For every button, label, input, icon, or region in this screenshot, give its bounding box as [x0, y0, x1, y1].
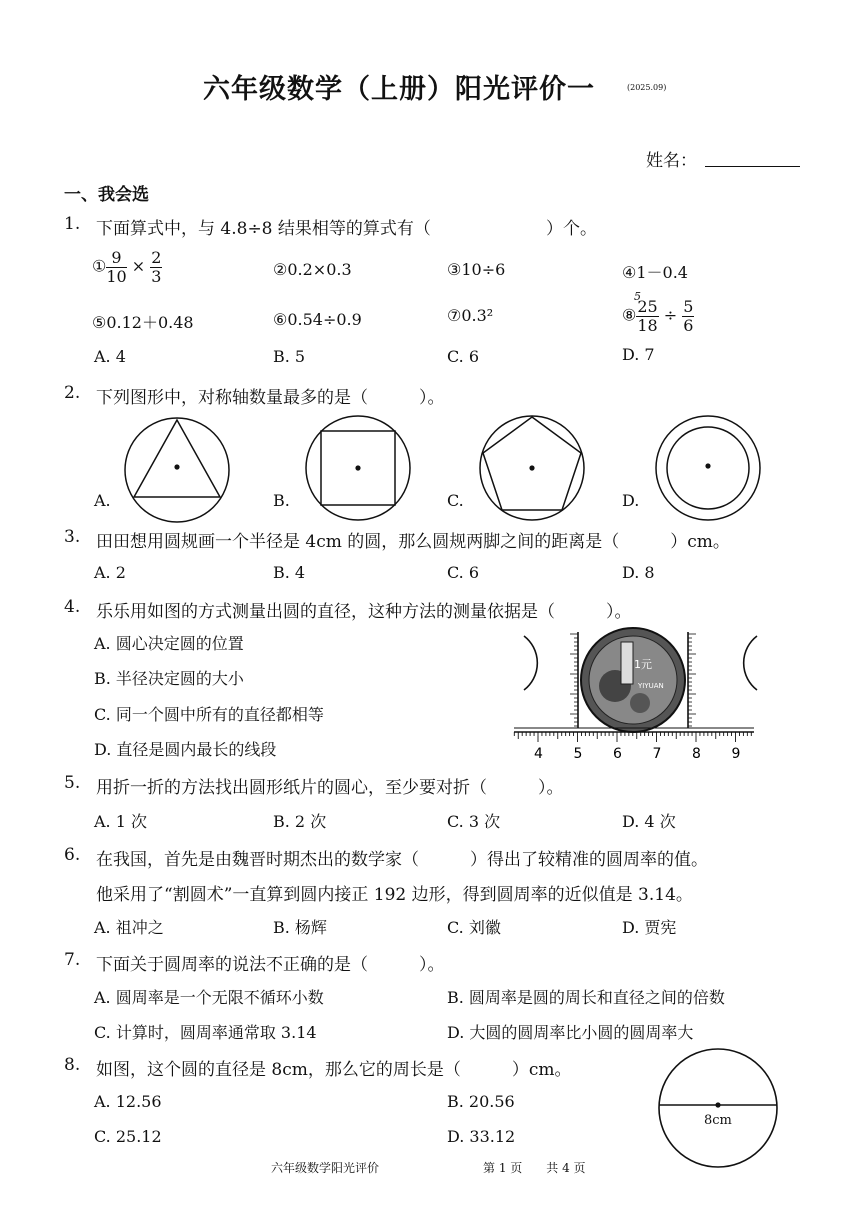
- q1-item-5: ⑤0.12＋0.48: [92, 313, 194, 332]
- q8-option-b[interactable]: B. 20.56: [447, 1092, 515, 1111]
- q1-item-7: ⑦0.3²: [447, 306, 494, 325]
- q7-option-a[interactable]: A. 圆周率是一个无限不循环小数: [94, 988, 324, 1007]
- q8-stem: 如图，这个圆的直径是 8cm，那么它的周长是（ ）cm。: [96, 1060, 572, 1080]
- coin-subtext: YIYUAN: [638, 682, 664, 690]
- ruler-label: 8: [692, 746, 701, 762]
- q2-stem: 下列图形中，对称轴数量最多的是（ ）。: [96, 388, 445, 408]
- q5-number: 5.: [64, 773, 81, 793]
- q7-option-d[interactable]: D. 大圆的圆周率比小圆的圆周率大: [447, 1023, 694, 1042]
- q5-option-d[interactable]: D. 4 次: [622, 812, 676, 831]
- q1-stem-end: ）个。: [546, 219, 597, 239]
- q1-item-4: ④1－0.4: [622, 263, 688, 282]
- q1-number: 1.: [64, 214, 81, 234]
- q2-figure-a: [122, 415, 232, 525]
- q6-option-d[interactable]: D. 贾宪: [622, 918, 677, 937]
- q6-stem: 在我国，首先是由魏晋时期杰出的数学家（ ）得出了较精准的圆周率的值。: [96, 850, 708, 870]
- q5-option-b[interactable]: B. 2 次: [273, 812, 327, 831]
- q2-figure-b: [303, 413, 413, 523]
- q2-option-c[interactable]: C.: [447, 491, 464, 510]
- q2-figure-c: [477, 413, 587, 523]
- q8-option-a[interactable]: A. 12.56: [94, 1092, 162, 1111]
- q6-number: 6.: [64, 845, 81, 865]
- q3-stem: 田田想用圆规画一个半径是 4cm 的圆，那么圆规两脚之间的距离是（ ）cm。: [96, 532, 730, 552]
- q6-option-c[interactable]: C. 刘徽: [447, 918, 501, 937]
- name-label: 姓名：: [646, 151, 697, 171]
- date-label: (2025.09): [627, 83, 667, 92]
- q1-option-d[interactable]: D. 7: [622, 345, 655, 364]
- q4-option-d[interactable]: D. 直径是圆内最长的线段: [94, 740, 277, 759]
- q1-item-3: ③10÷6: [447, 260, 506, 279]
- coin-text: 1元: [634, 658, 652, 671]
- q8-option-d[interactable]: D. 33.12: [447, 1127, 516, 1146]
- q3-number: 3.: [64, 527, 81, 547]
- q6-stem-line2: 他采用了“割圆术”一直算到圆内接正 192 边形，得到圆周率的近似值是 3.14。: [96, 885, 693, 905]
- q1-item-1: ① $\frac{9}{10}$ × $\frac{2}{3}$: [92, 248, 162, 286]
- q1-option-b[interactable]: B. 5: [273, 347, 306, 366]
- ruler-label: 5: [573, 746, 583, 762]
- ruler-label: 7: [652, 746, 662, 762]
- q4-coin-ruler-figure: [510, 628, 760, 763]
- page-title: 六年级数学（上册）阳光评价一: [203, 74, 595, 105]
- q1-item-6: ⑥0.54÷0.9: [273, 310, 362, 329]
- q3-option-b[interactable]: B. 4: [273, 563, 306, 582]
- ruler-label: 4: [534, 746, 543, 762]
- q2-option-a[interactable]: A.: [94, 491, 111, 510]
- q7-stem: 下面关于圆周率的说法不正确的是（ ）。: [96, 955, 445, 975]
- q2-figure-d: [653, 413, 763, 523]
- q1-option-c[interactable]: C. 6: [447, 347, 480, 366]
- q8-circle-figure: [656, 1046, 780, 1170]
- ruler-label: 6: [613, 746, 622, 762]
- q4-option-b[interactable]: B. 半径决定圆的大小: [94, 669, 244, 688]
- q3-option-c[interactable]: C. 6: [447, 563, 480, 582]
- q8-number: 8.: [64, 1055, 81, 1075]
- q1-item-2: ②0.2×0.3: [273, 260, 352, 279]
- q2-option-b[interactable]: B.: [273, 491, 290, 510]
- name-underline: [705, 166, 800, 167]
- q1-item-8: ⑧ $\frac{25}{18}$ ÷ $\frac{5}{6}$: [622, 297, 694, 335]
- q4-option-a[interactable]: A. 圆心决定圆的位置: [94, 634, 244, 653]
- section-heading: 一、我会选: [64, 185, 149, 205]
- q5-option-c[interactable]: C. 3 次: [447, 812, 501, 831]
- q4-number: 4.: [64, 597, 81, 617]
- q1-stem: 下面算式中，与 4.8÷8 结果相等的算式有（: [96, 219, 431, 239]
- q5-stem: 用折一折的方法找出圆形纸片的圆心，至少要对折（ ）。: [96, 778, 564, 798]
- q7-option-c[interactable]: C. 计算时，圆周率通常取 3.14: [94, 1023, 317, 1042]
- q1-scribble: 5: [634, 290, 641, 303]
- q3-option-a[interactable]: A. 2: [94, 563, 126, 582]
- q6-option-a[interactable]: A. 祖冲之: [94, 918, 164, 937]
- q2-option-d[interactable]: D.: [622, 491, 640, 510]
- q5-option-a[interactable]: A. 1 次: [94, 812, 147, 831]
- footer-title: 六年级数学阳光评价: [271, 1161, 380, 1175]
- q2-number: 2.: [64, 383, 81, 403]
- q7-number: 7.: [64, 950, 81, 970]
- q8-option-c[interactable]: C. 25.12: [94, 1127, 162, 1146]
- q1-option-a[interactable]: A. 4: [94, 347, 126, 366]
- q7-option-b[interactable]: B. 圆周率是圆的周长和直径之间的倍数: [447, 988, 725, 1007]
- q4-stem: 乐乐用如图的方式测量出圆的直径，这种方法的测量依据是（ ）。: [96, 602, 632, 622]
- q3-option-d[interactable]: D. 8: [622, 563, 655, 582]
- footer-page-number: 第 1 页 共 4 页: [483, 1161, 586, 1175]
- q6-option-b[interactable]: B. 杨辉: [273, 918, 327, 937]
- q4-option-c[interactable]: C. 同一个圆中所有的直径都相等: [94, 705, 324, 724]
- ruler-label: 9: [731, 746, 741, 762]
- diameter-label: 8cm: [704, 1113, 732, 1128]
